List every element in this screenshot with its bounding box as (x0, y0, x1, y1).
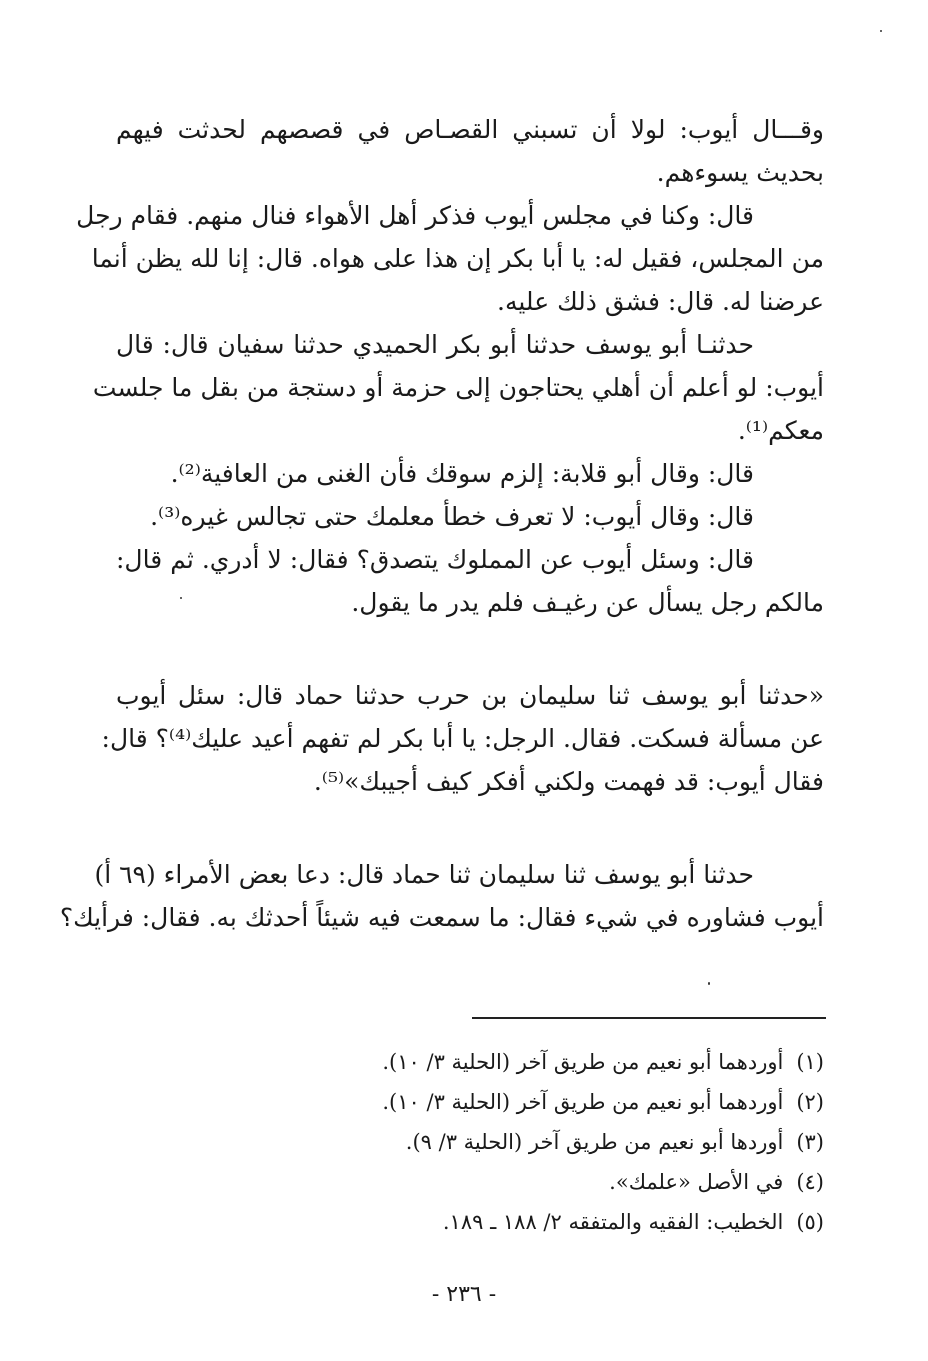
text-line: من المجلس، فقيل له: يا أبا بكر إن هذا على هواه. قال: إنا لله يظن أنما (91, 244, 824, 273)
text-line: عن مسألة فسكت. فقال. الرجل: يا أبا بكر لم تفهم أعيد عليك⁽⁴⁾؟ قال: (101, 724, 824, 753)
footnote-separator (472, 1017, 826, 1019)
text-line: قال: وقال أيوب: لا تعرف خطأ معلمك حتى تجالس غيره⁽³⁾. (150, 502, 754, 531)
footnote-text: الخطيب: الفقيه والمتفقه ٢/ ١٨٨ ـ ١٨٩. (442, 1210, 784, 1234)
main-text (59, 108, 824, 939)
text-line: بحديث يسوءهم. (656, 158, 824, 187)
footnote-text: أوردها أبو نعيم من طريق آخر (الحلية ٣/ ٩). (405, 1130, 784, 1154)
text-line: وقـــال أيوب: لولا أن تسبني القصـاص في قصصهم لحدثت فيهم (116, 115, 824, 144)
text-line: فقال أيوب: قد فهمت ولكني أفكر كيف أجيبك»⁽⁵⁾. (313, 767, 824, 796)
footnote-text: أوردهما أبو نعيم من طريق آخر (الحلية ٣/ ١٠). (382, 1050, 784, 1074)
text-line: «حدثنا أبو يوسف ثنا سليمان بن حرب حدثنا حماد قال: سئل أيوب (116, 681, 824, 710)
footnote-number: (٢) (796, 1090, 824, 1114)
text-line: قال: وسئل أيوب عن المملوك يتصدق؟ فقال: لا أدري. ثم قال: (116, 545, 754, 574)
footnote-number: (٥) (796, 1210, 824, 1234)
text-line: مالكم رجل يسأل عن رغيـف فلم يدر ما يقول. (351, 588, 824, 617)
text-line: معكم⁽¹⁾. (737, 416, 824, 445)
footnote-text: أوردهما أبو نعيم من طريق آخر (الحلية ٣/ ١٠). (382, 1090, 784, 1114)
text-line: عرضنا له. قال: فشق ذلك عليه. (497, 287, 824, 316)
footnote (224, 1042, 824, 1082)
footnote-number: (١) (796, 1050, 824, 1074)
text-line: حدثنـا أبو يوسف حدثنا أبو بكر الحميدي حدثنا سفيان قال: قال (116, 330, 754, 359)
footnote-number: (٤) (796, 1170, 824, 1194)
footnote (224, 1082, 824, 1122)
footnote-number: (٣) (796, 1130, 824, 1154)
text-line: أيوب: لو أعلم أن أهلي يحتاجون إلى حزمة أو دستجة من بقل ما جلست (92, 373, 824, 402)
footnote (224, 1122, 824, 1162)
footnote (224, 1162, 824, 1202)
scan-speck (180, 597, 182, 599)
footnote-text: في الأصل «علمك». (609, 1170, 784, 1194)
text-line: قال: وقال أبو قلابة: إلزم سوقك فأن الغنى من العافية⁽²⁾. (170, 459, 754, 488)
footnote (224, 1202, 824, 1242)
footnotes (224, 1042, 824, 1242)
text-line: حدثنا أبو يوسف ثنا سليمان ثنا حماد قال: دعا بعض الأمراء (٦٩ أ) (94, 860, 754, 889)
scan-speck (880, 30, 882, 32)
text-line: قال: وكنا في مجلس أيوب فذكر أهل الأهواء فنال منهم. فقام رجل (76, 201, 754, 230)
text-line: أيوب فشاوره في شيء فقال: ما سمعت فيه شيئاً أحدثك به. فقال: فرأيك؟ (59, 903, 824, 932)
page-number: - ٢٣٦ - (431, 1282, 497, 1307)
scan-speck (708, 982, 710, 985)
